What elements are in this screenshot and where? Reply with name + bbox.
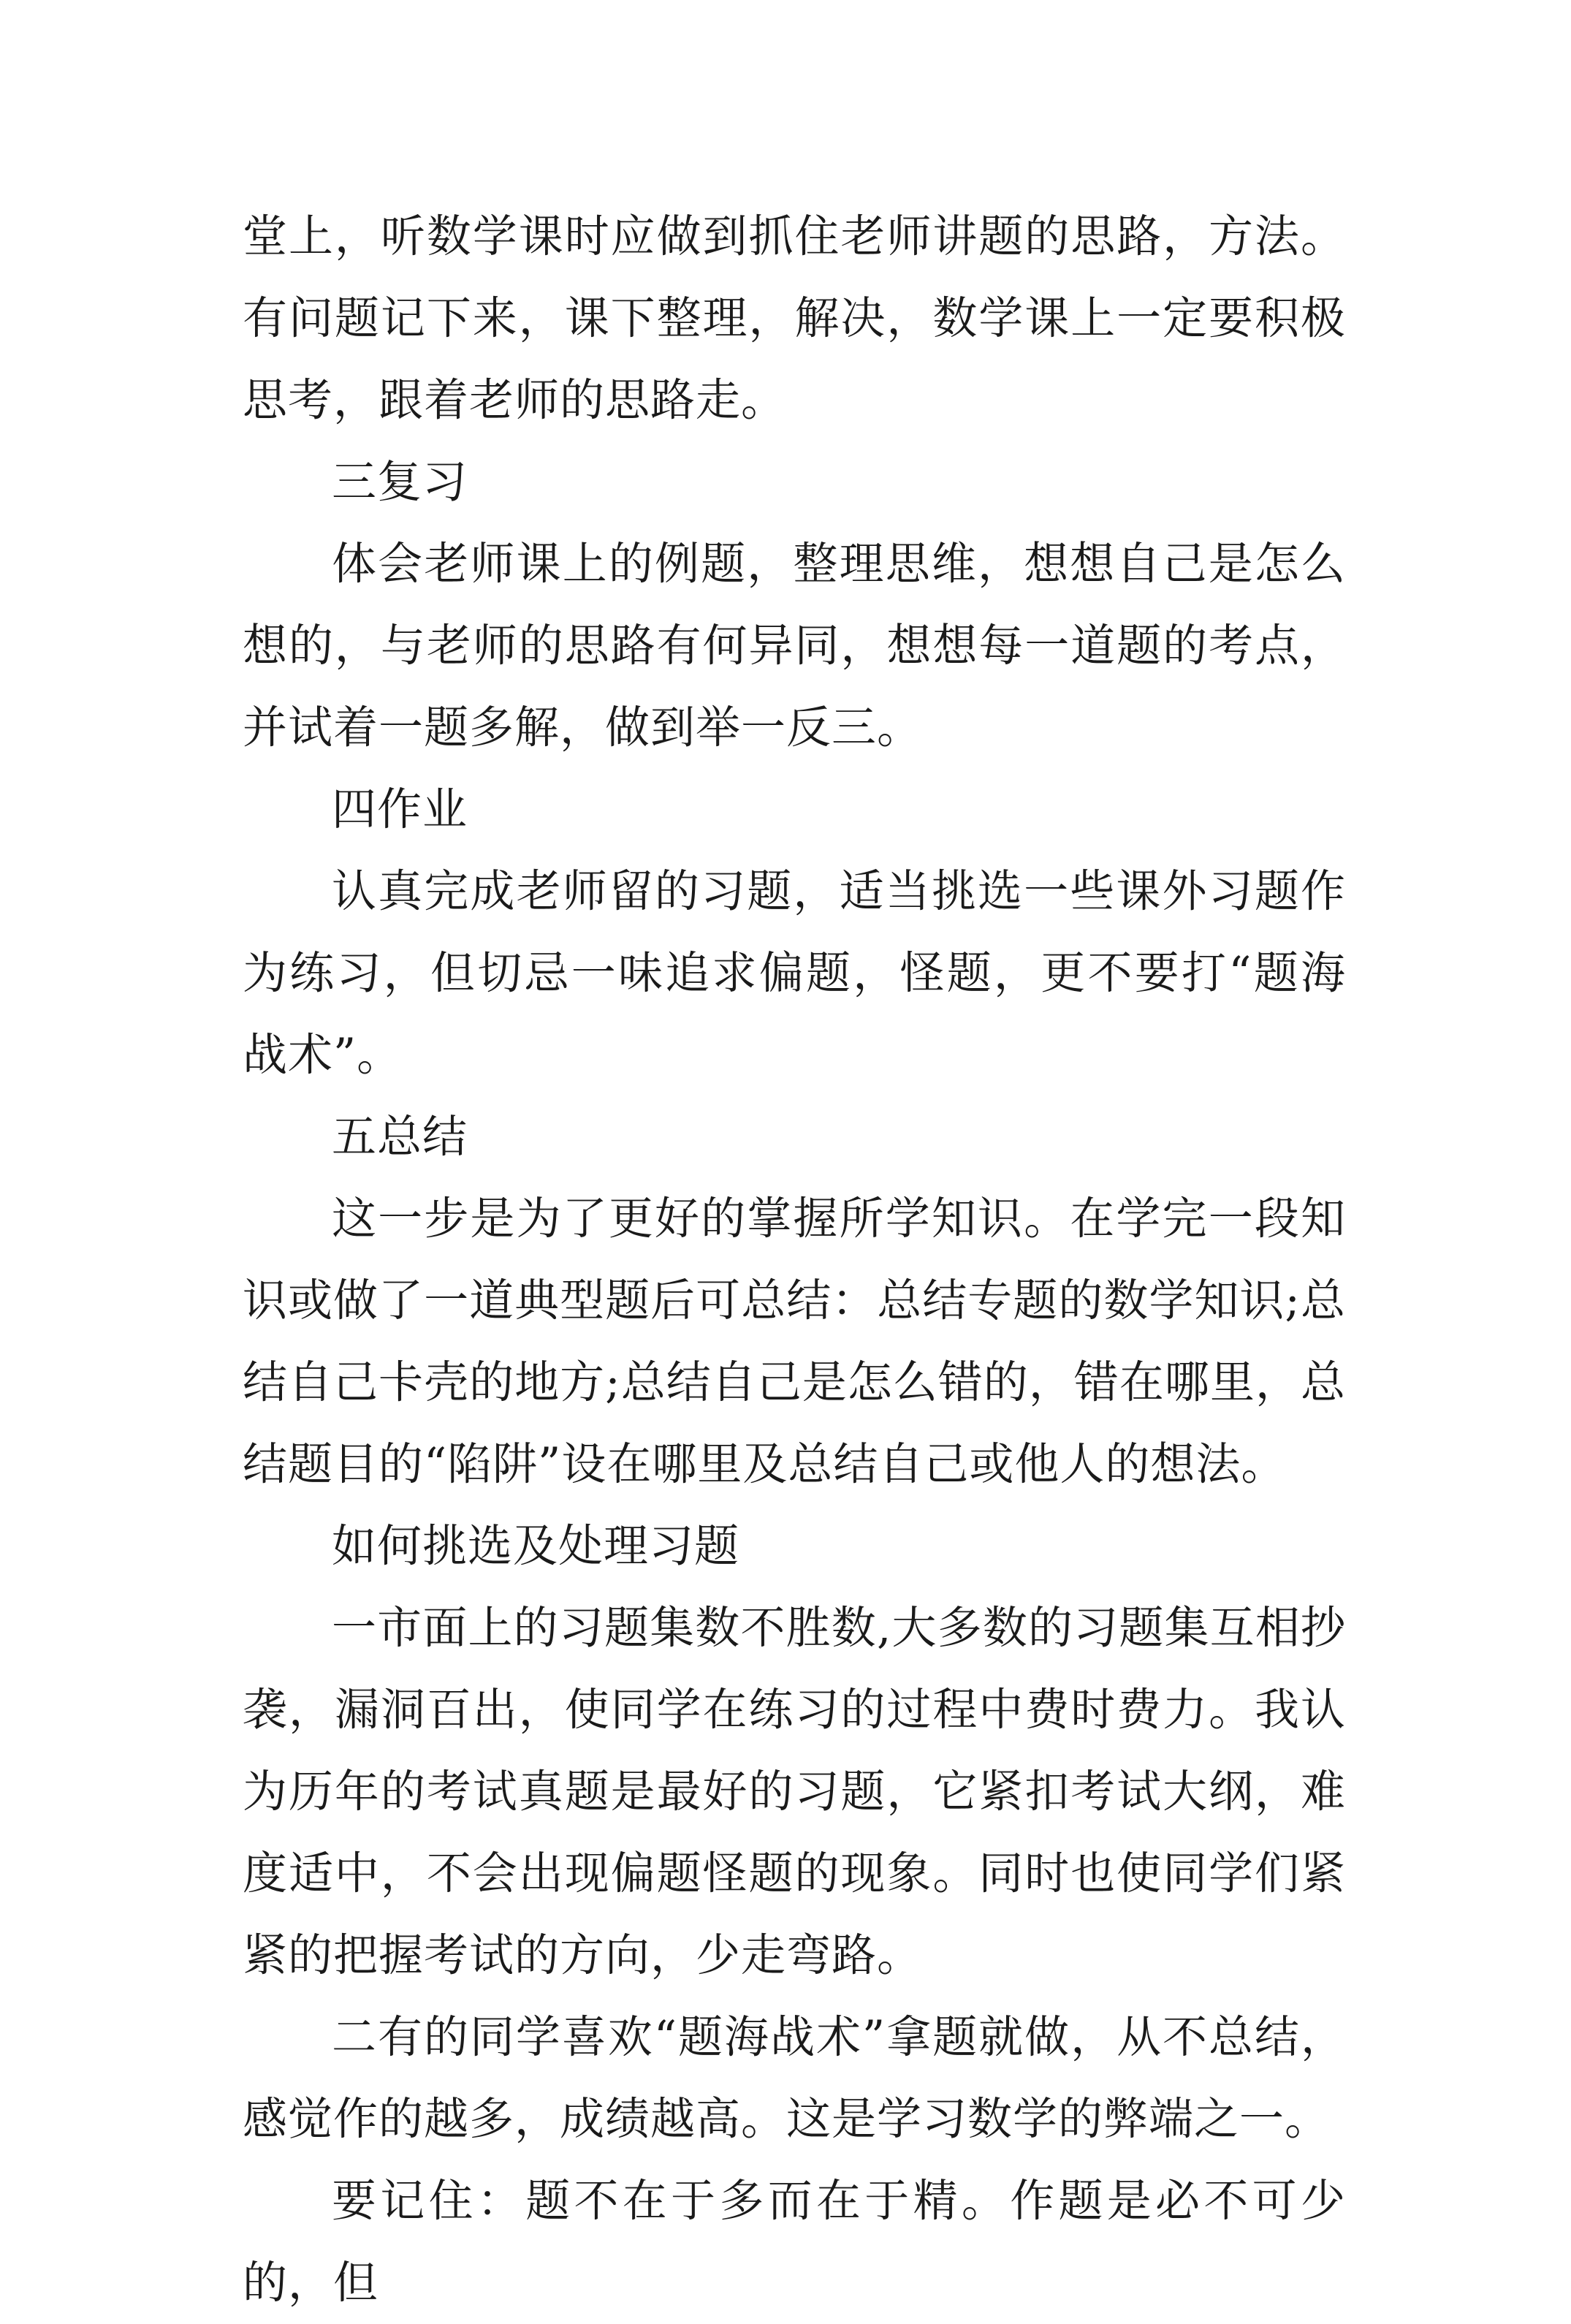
paragraph-homework: 认真完成老师留的习题，适当挑选一些课外习题作为练习，但切忌一味追求偏题，怪题，更不要打“题海战术”。 [243, 865, 1346, 1081]
heading-choose-exercises: 如何挑选及处理习题 [332, 1520, 740, 1572]
heading-summary: 五总结 [332, 1111, 468, 1163]
heading-review: 三复习 [332, 456, 468, 508]
paragraph-lecture-notes: 堂上，听数学课时应做到抓住老师讲题的思路，方法。有问题记下来，课下整理，解决，数学课上一定要积极思考，跟着老师的思路走。 [243, 210, 1346, 426]
paragraph-summary: 这一步是为了更好的掌握所学知识。在学完一段知识或做了一道典型题后可总结：总结专题的数学知识;总结自己卡壳的地方;总结自己是怎么错的，错在哪里，总结题目的“陷阱”设在哪里及总结自己或他人的想法。 [243, 1193, 1346, 1490]
document-body [243, 196, 1346, 2324]
paragraph-exercise-books: 一市面上的习题集数不胜数,大多数的习题集互相抄袭，漏洞百出，使同学在练习的过程中费时费力。我认为历年的考试真题是最好的习题，它紧扣考试大纲，难度适中，不会出现偏题怪题的现象。同时也使同学们紧紧的把握考试的方向，少走弯路。 [243, 1602, 1346, 1981]
paragraph-question-sea: 二有的同学喜欢“题海战术”拿题就做，从不总结，感觉作的越多，成绩越高。这是学习数学的弊端之一。 [243, 2011, 1346, 2145]
paragraph-review: 体会老师课上的例题，整理思维，想想自己是怎么想的，与老师的思路有何异同，想想每一道题的考点，并试着一题多解，做到举一反三。 [243, 538, 1346, 753]
paragraph-remember: 要记住：题不在于多而在于精。作题是必不可少的，但 [243, 2175, 1346, 2309]
heading-homework: 四作业 [332, 783, 468, 835]
